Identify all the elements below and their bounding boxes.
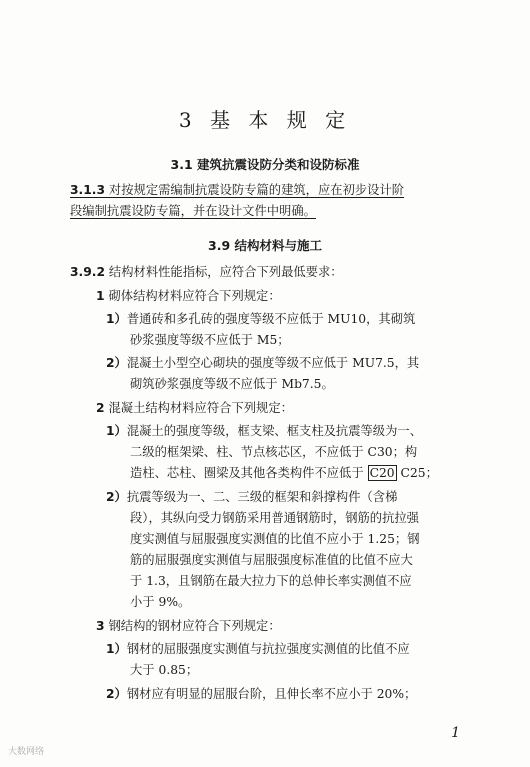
clause-number: 3.1.3: [70, 183, 106, 197]
item-2-sub-2-line1: [106, 489, 397, 505]
section-3-1-title: 3.1 建筑抗震设防分类和设防标准: [170, 157, 360, 172]
item-1-sub-1-line2: 砂浆强度等级不应低于 M5；: [130, 333, 290, 347]
sub-item-text: 混凝土小型空心砌块的强度等级不应低于 MU7.5，其: [126, 356, 420, 370]
sub-item-text: 普通砖和多孔砖的强度等级不应低于 MU10，其砌筑: [126, 312, 416, 326]
sub-item-text: 抗震等级为一、二、三级的框架和斜撑构件（含梯: [126, 490, 398, 504]
chapter-title: 3 基 本 规 定: [178, 108, 352, 132]
clause-3-1-3-line2: 段编制抗震设防专篇，并在设计文件中明确。: [70, 204, 316, 218]
item-2: [96, 400, 293, 416]
item-text: 混凝土结构材料应符合下列规定：: [104, 401, 293, 415]
item-text: 钢结构的钢材应符合下列规定：: [104, 619, 281, 633]
item-2-sub-2-line2: 段），其纵向受力钢筋采用普通钢筋时，钢筋的抗拉强: [130, 511, 419, 525]
sub-item-text: 钢材的屈服强度实测值与抗拉强度实测值的比值不应: [126, 642, 410, 656]
clause-number: 3.9.2: [70, 265, 106, 279]
item-label: 1: [96, 289, 105, 303]
item-label: 3: [96, 619, 105, 633]
clause-3-9-2-intro: [70, 264, 343, 280]
section-3-9-title: 3.9 结构材料与施工: [208, 238, 322, 253]
item-2-sub-2-line4: 筋的屈服强度实测值与屈服强度标准值的比值不应大: [130, 553, 413, 567]
boxed-value: C20: [369, 466, 395, 480]
item-3-sub-1-line1: [106, 641, 410, 657]
item-2-sub-2-line3: 度实测值与屈服强度实测值的比值不应小于 1.25；钢: [130, 532, 420, 546]
item-2-sub-1-line1: [106, 423, 422, 439]
item-1-sub-1-line1: [106, 311, 415, 327]
item-2-sub-2-line5: 于 1.3，且钢筋在最大拉力下的总伸长率实测值不应: [130, 574, 412, 588]
item-3-sub-2-line1: [106, 686, 416, 702]
clause-text: 结构材料性能指标，应符合下列最低要求：: [105, 265, 343, 279]
line-text: C25；: [396, 466, 438, 480]
page-number: 1: [451, 725, 460, 741]
clause-3-1-3-line1: [70, 182, 404, 198]
sub-item-number: 2）: [106, 490, 127, 504]
item-1-sub-2-line1: [106, 355, 419, 371]
item-3-sub-1-line2: 大于 0.85；: [130, 663, 199, 677]
item-2-sub-2-line6: 小于 9%。: [130, 595, 191, 609]
watermark: 大数网络: [8, 747, 45, 757]
item-2-sub-1-line2: 二级的框架梁、柱、节点核芯区，不应低于 C30；构: [130, 445, 418, 459]
sub-item-number: 2）: [106, 687, 127, 701]
sub-item-number: 1）: [106, 642, 127, 656]
item-2-sub-1-line3: [130, 465, 438, 481]
sub-item-number: 1）: [106, 312, 127, 326]
sub-item-number: 2）: [106, 356, 127, 370]
item-3: [96, 618, 281, 634]
item-1-sub-2-line2: 砌筑砂浆强度等级不应低于 Mb7.5。: [130, 377, 334, 391]
line-text: 造柱、芯柱、圈梁及其他各类构件不应低于: [130, 466, 368, 480]
item-label: 2: [96, 401, 105, 415]
sub-item-text: 钢材应有明显的屈服台阶，且伸长率不应小于 20%；: [126, 687, 417, 701]
clause-text: 对按规定需编制抗震设防专篇的建筑，应在初步设计阶: [105, 183, 405, 197]
item-text: 砌体结构材料应符合下列规定：: [104, 289, 281, 303]
sub-item-number: 1）: [106, 424, 127, 438]
item-1: [96, 288, 281, 304]
sub-item-text: 混凝土的强度等级，框支梁、框支柱及抗震等级为一、: [126, 424, 422, 438]
